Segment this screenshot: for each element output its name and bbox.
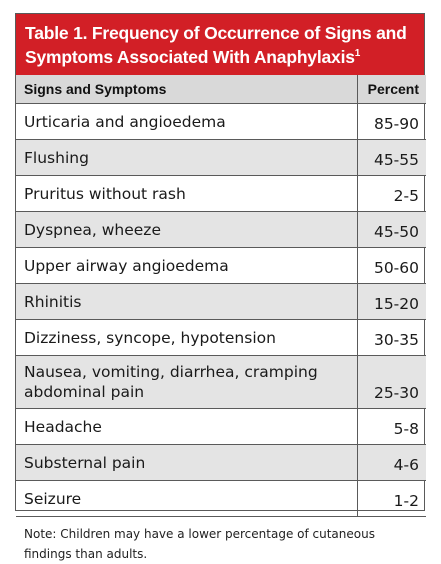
percent-cell: 25-30 — [357, 356, 426, 409]
percent-cell: 85-90 — [357, 104, 426, 140]
table-row — [16, 176, 426, 212]
percent-cell: 45-50 — [357, 212, 426, 248]
table-row — [16, 104, 426, 140]
column-header-symptoms: Signs and Symptoms — [16, 75, 357, 104]
percent-cell: 45-55 — [357, 140, 426, 176]
symptom-cell: Nausea, vomiting, diarrhea, cramping abdominal pain — [16, 356, 357, 409]
anaphylaxis-table-card — [15, 13, 425, 561]
table-row — [16, 409, 426, 445]
table-row — [16, 212, 426, 248]
percent-cell: 4-6 — [357, 445, 426, 481]
percent-cell: 2-5 — [357, 176, 426, 212]
symptom-cell: Upper airway angioedema — [16, 248, 357, 284]
column-header-percent: Percent — [357, 75, 426, 104]
percent-cell: 30-35 — [357, 320, 426, 356]
symptom-cell: Seizure — [16, 481, 357, 517]
symptom-cell: Pruritus without rash — [16, 176, 357, 212]
table-row — [16, 248, 426, 284]
symptom-cell: Dyspnea, wheeze — [16, 212, 357, 248]
table-row — [16, 284, 426, 320]
symptom-cell: Urticaria and angioedema — [16, 104, 357, 140]
table-footnote: Note: Children may have a lower percentage of cutaneous findings than adults. — [24, 527, 375, 561]
table-row — [16, 481, 426, 517]
symptoms-table — [16, 75, 426, 517]
symptom-cell: Dizziness, syncope, hypotension — [16, 320, 357, 356]
table-row — [16, 140, 426, 176]
table-header-row — [16, 75, 426, 104]
table-row — [16, 445, 426, 481]
table-title-text: Table 1. Frequency of Occurrence of Signs and Symptoms Associated With Anaphylaxis — [25, 23, 407, 67]
symptom-cell: Flushing — [16, 140, 357, 176]
title-footnote-marker: 1 — [354, 48, 361, 59]
symptom-cell: Headache — [16, 409, 357, 445]
table-row — [16, 320, 426, 356]
percent-cell: 5-8 — [357, 409, 426, 445]
symptom-cell: Substernal pain — [16, 445, 357, 481]
percent-cell: 15-20 — [357, 284, 426, 320]
table-row — [16, 356, 426, 409]
symptom-cell: Rhinitis — [16, 284, 357, 320]
table-title — [16, 14, 424, 75]
percent-cell: 50-60 — [357, 248, 426, 284]
percent-cell: 1-2 — [357, 481, 426, 517]
